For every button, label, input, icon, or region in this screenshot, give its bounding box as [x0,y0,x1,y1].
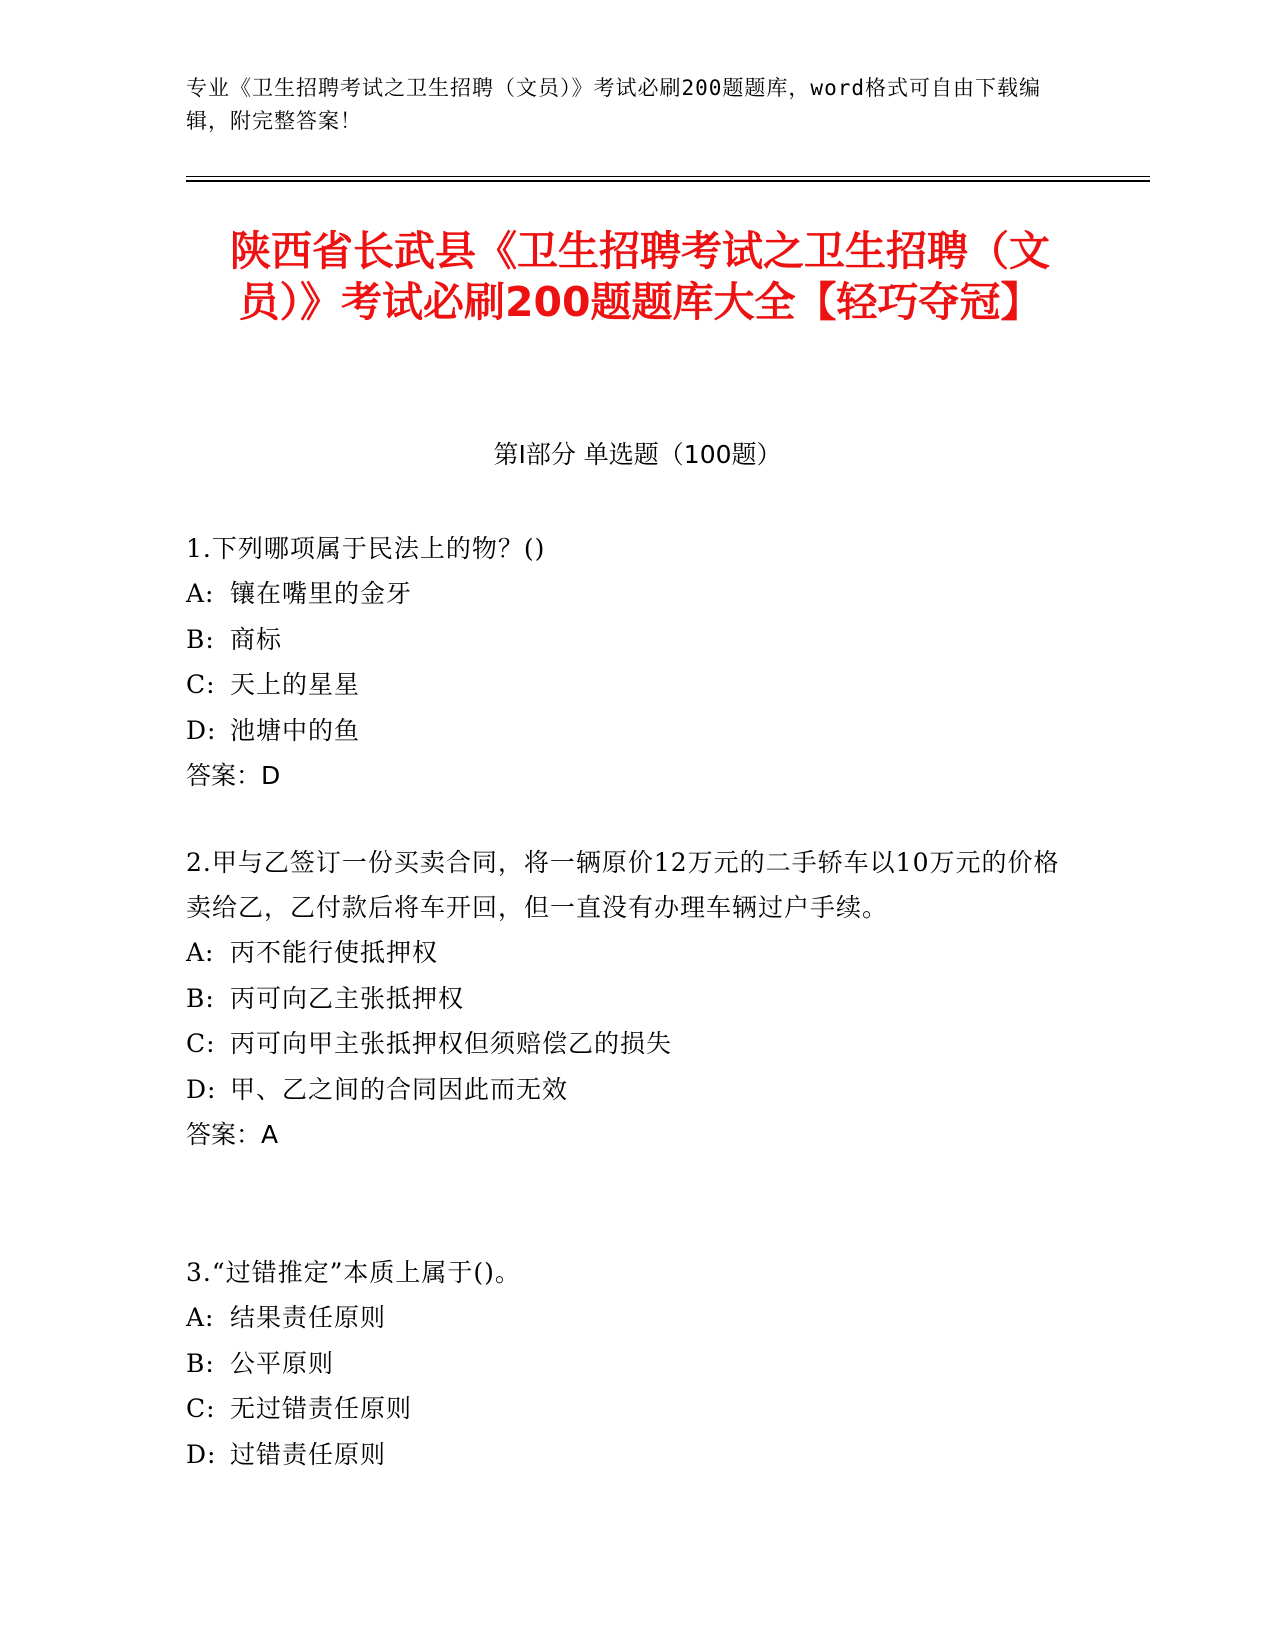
option-a [186,930,1066,976]
option-c [186,1386,1066,1432]
option-a [186,571,1066,617]
option-text: 无过错责任原则 [230,1394,413,1423]
option-d [186,1432,1066,1478]
header-divider-thick [186,180,1150,182]
section-heading: 第I部分 单选题（100题） [493,440,782,469]
option-text: 过错责任原则 [230,1439,387,1469]
option-text: 丙不能行使抵押权 [230,938,439,967]
option-key: B: [186,983,215,1013]
option-text: 商标 [230,624,283,654]
option-key: C: [186,1394,216,1423]
header-divider-thin [186,176,1150,177]
question-stem: 2.甲与乙签订一份买卖合同，将一辆原价12万元的二手轿车以10万元的价格卖给乙，乙付款后将车开回，但一直没有办理车辆过户手续。 [186,848,1060,922]
header-note: 专业《卫生招聘考试之卫生招聘（文员）》考试必刷200题题库，word格式可自由下载编辑，附完整答案！ [186,76,1041,133]
option-text: 丙可向乙主张抵押权 [230,983,465,1013]
question-3 [186,1250,1066,1477]
option-text: 池塘中的鱼 [230,715,361,745]
option-text: 甲、乙之间的合同因此而无效 [230,1074,569,1104]
option-key: B: [186,1348,215,1378]
option-key: D: [186,1439,217,1469]
option-key: A: [186,1303,215,1332]
option-c [186,662,1066,708]
option-key: D: [186,715,217,745]
option-b [186,1341,1066,1387]
option-b [186,976,1066,1022]
document-title: 陕西省长武县《卫生招聘考试之卫生招聘（文员）》考试必刷200题题库大全【轻巧夺冠】 [230,227,1050,326]
option-b [186,617,1066,663]
option-text: 丙可向甲主张抵押权但须赔偿乙的损失 [230,1029,673,1058]
question-1 [186,526,1066,798]
option-d [186,1067,1066,1113]
option-text: 镶在嘴里的金牙 [230,579,413,608]
option-key: C: [186,670,216,699]
question-2 [186,840,1066,1157]
option-c [186,1021,1066,1067]
option-a [186,1295,1066,1341]
option-key: A: [186,938,215,967]
option-key: B: [186,624,215,654]
answer-line: 答案：A [186,1120,279,1149]
question-stem: 1.下列哪项属于民法上的物？() [186,534,546,563]
answer-line: 答案：D [186,761,281,790]
option-text: 天上的星星 [230,670,361,699]
option-text: 结果责任原则 [230,1303,387,1332]
option-key: A: [186,579,215,608]
question-stem: 3.“过错推定”本质上属于()。 [186,1258,521,1287]
option-key: C: [186,1029,216,1058]
option-text: 公平原则 [230,1348,335,1378]
option-key: D: [186,1074,217,1104]
option-d [186,708,1066,754]
